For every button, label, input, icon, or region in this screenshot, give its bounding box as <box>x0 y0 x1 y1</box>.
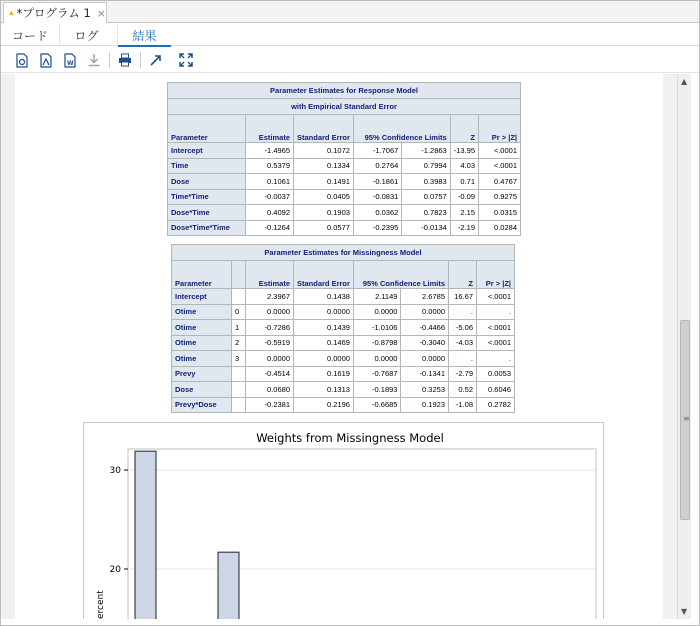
table-cell: 0.6046 <box>477 382 515 398</box>
chart-svg <box>84 423 603 619</box>
table-cell: 0.0362 <box>353 205 401 221</box>
table-cell: <.0001 <box>477 335 515 351</box>
table-cell: -0.1264 <box>246 220 294 236</box>
table-cell: -2.79 <box>449 366 477 382</box>
table-cell: 0.7994 <box>402 158 450 174</box>
col-header: Parameter <box>172 261 232 289</box>
table-cell: 0.1061 <box>246 174 294 190</box>
results-toolbar <box>1 47 699 73</box>
table-cell: -0.1861 <box>353 174 401 190</box>
table-cell: 0.1313 <box>294 382 354 398</box>
program-tab-title: *プログラム 1 <box>16 6 91 20</box>
col-header: Standard Error <box>294 261 354 289</box>
table-cell: 0 <box>232 304 246 320</box>
scroll-up-arrow-icon[interactable]: ▲ <box>681 77 688 86</box>
table-row <box>172 366 515 382</box>
table-cell <box>232 289 246 305</box>
table-cell: . <box>449 304 477 320</box>
row-header-cell: Otime <box>172 351 232 367</box>
table-cell: 0.0000 <box>401 304 449 320</box>
table-cell: 1 <box>232 320 246 336</box>
table-cell: <.0001 <box>477 320 515 336</box>
table-caption: Parameter Estimates for Response Model <box>168 83 521 99</box>
table-cell: -0.0037 <box>246 189 294 205</box>
table-cell: -0.4514 <box>246 366 294 382</box>
table-cell: 0.1903 <box>294 205 354 221</box>
table-cell: 0.0053 <box>477 366 515 382</box>
table-cell: 0.4767 <box>479 174 521 190</box>
tab-results[interactable]: 結果 <box>117 24 171 46</box>
histogram-bar <box>218 552 239 619</box>
row-header-cell: Otime <box>172 335 232 351</box>
table-cell: 2.15 <box>450 205 478 221</box>
table-cell: -0.6685 <box>353 397 401 413</box>
table-row <box>172 304 515 320</box>
table-cell: -13.95 <box>450 143 478 159</box>
toolbar-separator <box>109 52 110 68</box>
html-export-icon[interactable] <box>13 51 31 69</box>
table-cell: 0.2764 <box>353 158 401 174</box>
scroll-down-arrow-icon[interactable]: ▼ <box>681 607 688 616</box>
table-cell: 0.0315 <box>479 205 521 221</box>
maximize-icon[interactable] <box>177 51 195 69</box>
table-cell: 2.6785 <box>401 289 449 305</box>
table-cell: -5.06 <box>449 320 477 336</box>
row-header-cell: Intercept <box>172 289 232 305</box>
table-cell: 0.0000 <box>353 351 401 367</box>
table-cell: -1.0106 <box>353 320 401 336</box>
rtf-export-icon[interactable] <box>61 51 79 69</box>
table-cell: 0.0757 <box>402 189 450 205</box>
histogram-bar <box>135 451 156 619</box>
print-icon[interactable] <box>116 51 134 69</box>
table-cell: 0.0000 <box>401 351 449 367</box>
warning-triangle-icon <box>9 7 14 19</box>
row-header-cell: Prevy <box>172 366 232 382</box>
table-cell: 0.0000 <box>294 304 354 320</box>
weights-chart <box>83 422 604 619</box>
pdf-export-icon[interactable] <box>37 51 55 69</box>
table-cell: -2.19 <box>450 220 478 236</box>
table-cell: -0.4466 <box>401 320 449 336</box>
table-cell: 3 <box>232 351 246 367</box>
table-cell: 0.1334 <box>294 158 354 174</box>
table-cell: . <box>477 351 515 367</box>
tab-code[interactable]: コード <box>11 28 48 43</box>
table-cell: 0.52 <box>449 382 477 398</box>
table-cell: 0.1491 <box>294 174 354 190</box>
table-cell: -0.2381 <box>246 397 294 413</box>
col-header: Pr > |Z| <box>479 115 521 143</box>
result-subtabs <box>1 24 699 46</box>
table-cell: 0.1923 <box>401 397 449 413</box>
table-cell: -1.2863 <box>402 143 450 159</box>
row-header-cell: Dose <box>172 382 232 398</box>
table-cell: 2.3967 <box>246 289 294 305</box>
table-cell: 2 <box>232 335 246 351</box>
table-row <box>172 289 515 305</box>
y-tick-label: 30 <box>109 466 121 476</box>
row-header-cell: Time*Time <box>168 189 246 205</box>
program-tab[interactable] <box>3 2 107 23</box>
vertical-scrollbar[interactable] <box>677 74 691 619</box>
tab-log[interactable]: ログ <box>59 24 113 46</box>
table-cell: 0.0000 <box>246 304 294 320</box>
table-cell: -0.1341 <box>401 366 449 382</box>
table-cell: 0.0000 <box>294 351 354 367</box>
document-tab-strip <box>1 1 699 23</box>
table-cell: 0.0000 <box>353 304 401 320</box>
grip-icon: ≡ <box>683 414 690 423</box>
table-row <box>172 320 515 336</box>
table-cell: 4.03 <box>450 158 478 174</box>
row-header-cell: Intercept <box>168 143 246 159</box>
table-cell: 0.1072 <box>294 143 354 159</box>
table-cell <box>232 366 246 382</box>
download-icon[interactable] <box>85 51 103 69</box>
col-header: Parameter <box>168 115 246 143</box>
table-row <box>168 220 521 236</box>
table-cell: 0.0284 <box>479 220 521 236</box>
table-cell: 0.0405 <box>294 189 354 205</box>
row-header-cell: Otime <box>172 304 232 320</box>
response-model-table <box>167 82 521 236</box>
table-cell: 0.5379 <box>246 158 294 174</box>
table-cell: -0.2395 <box>353 220 401 236</box>
table-cell: 0.1438 <box>294 289 354 305</box>
table-subcaption: with Empirical Standard Error <box>168 99 521 115</box>
table-cell: 0.0000 <box>246 351 294 367</box>
plot-area <box>128 449 596 619</box>
col-header: 95% Confidence Limits <box>353 115 450 143</box>
table-cell: 0.1619 <box>294 366 354 382</box>
col-header: Z <box>450 115 478 143</box>
table-cell: . <box>449 351 477 367</box>
table-cell <box>232 397 246 413</box>
table-cell: -0.09 <box>450 189 478 205</box>
table-cell: -0.0134 <box>402 220 450 236</box>
table-cell: 0.9275 <box>479 189 521 205</box>
table-cell: -0.3040 <box>401 335 449 351</box>
table-cell: <.0001 <box>479 158 521 174</box>
row-header-cell: Dose <box>168 174 246 190</box>
table-row <box>172 351 515 367</box>
table-cell <box>232 382 246 398</box>
table-row <box>172 397 515 413</box>
y-tick-label: 20 <box>109 565 121 575</box>
table-row <box>168 189 521 205</box>
table-cell: 0.1439 <box>294 320 354 336</box>
table-caption: Parameter Estimates for Missingness Model <box>172 245 515 261</box>
table-cell: 0.71 <box>450 174 478 190</box>
table-cell: -0.1893 <box>353 382 401 398</box>
row-header-cell: Time <box>168 158 246 174</box>
table-cell: -0.7687 <box>353 366 401 382</box>
close-icon[interactable]: × <box>96 6 106 20</box>
table-cell: 0.0577 <box>294 220 354 236</box>
table-cell: 0.2196 <box>294 397 354 413</box>
table-cell: <.0001 <box>479 143 521 159</box>
col-header: 95% Confidence Limits <box>353 261 448 289</box>
table-row <box>172 382 515 398</box>
table-cell: 2.1149 <box>353 289 401 305</box>
toolbar-separator <box>140 52 141 68</box>
col-header: Pr > |Z| <box>477 261 515 289</box>
table-cell: -1.4965 <box>246 143 294 159</box>
col-header <box>232 261 246 289</box>
table-cell: -1.7067 <box>353 143 401 159</box>
table-cell: 0.1469 <box>294 335 354 351</box>
missingness-model-table <box>171 244 515 413</box>
table-row <box>168 174 521 190</box>
table-cell: 0.4092 <box>246 205 294 221</box>
table-cell: -0.5919 <box>246 335 294 351</box>
col-header: Standard Error <box>294 115 354 143</box>
table-cell: -0.0831 <box>353 189 401 205</box>
y-axis-label: ercent <box>96 590 106 619</box>
table-cell: -4.03 <box>449 335 477 351</box>
scroll-thumb[interactable] <box>680 320 690 520</box>
table-cell: -0.8798 <box>353 335 401 351</box>
table-cell: -1.08 <box>449 397 477 413</box>
table-cell: 0.7823 <box>402 205 450 221</box>
table-cell: 0.3253 <box>401 382 449 398</box>
table-cell: 16.67 <box>449 289 477 305</box>
col-header: Estimate <box>246 115 294 143</box>
chart-title: Weights from Missingness Model <box>256 431 444 445</box>
table-cell: 0.2782 <box>477 397 515 413</box>
table-cell: . <box>477 304 515 320</box>
table-row <box>168 143 521 159</box>
table-cell: <.0001 <box>477 289 515 305</box>
row-header-cell: Prevy*Dose <box>172 397 232 413</box>
col-header: Estimate <box>246 261 294 289</box>
open-new-window-icon[interactable] <box>147 51 165 69</box>
svg-text:W: W <box>67 59 74 67</box>
table-row <box>168 158 521 174</box>
table-row <box>168 205 521 221</box>
row-header-cell: Otime <box>172 320 232 336</box>
table-row <box>172 335 515 351</box>
table-cell: 0.0680 <box>246 382 294 398</box>
col-header: Z <box>449 261 477 289</box>
table-cell: 0.3983 <box>402 174 450 190</box>
results-viewer <box>1 74 677 619</box>
table-cell: -0.7286 <box>246 320 294 336</box>
row-header-cell: Dose*Time <box>168 205 246 221</box>
row-header-cell: Dose*Time*Time <box>168 220 246 236</box>
